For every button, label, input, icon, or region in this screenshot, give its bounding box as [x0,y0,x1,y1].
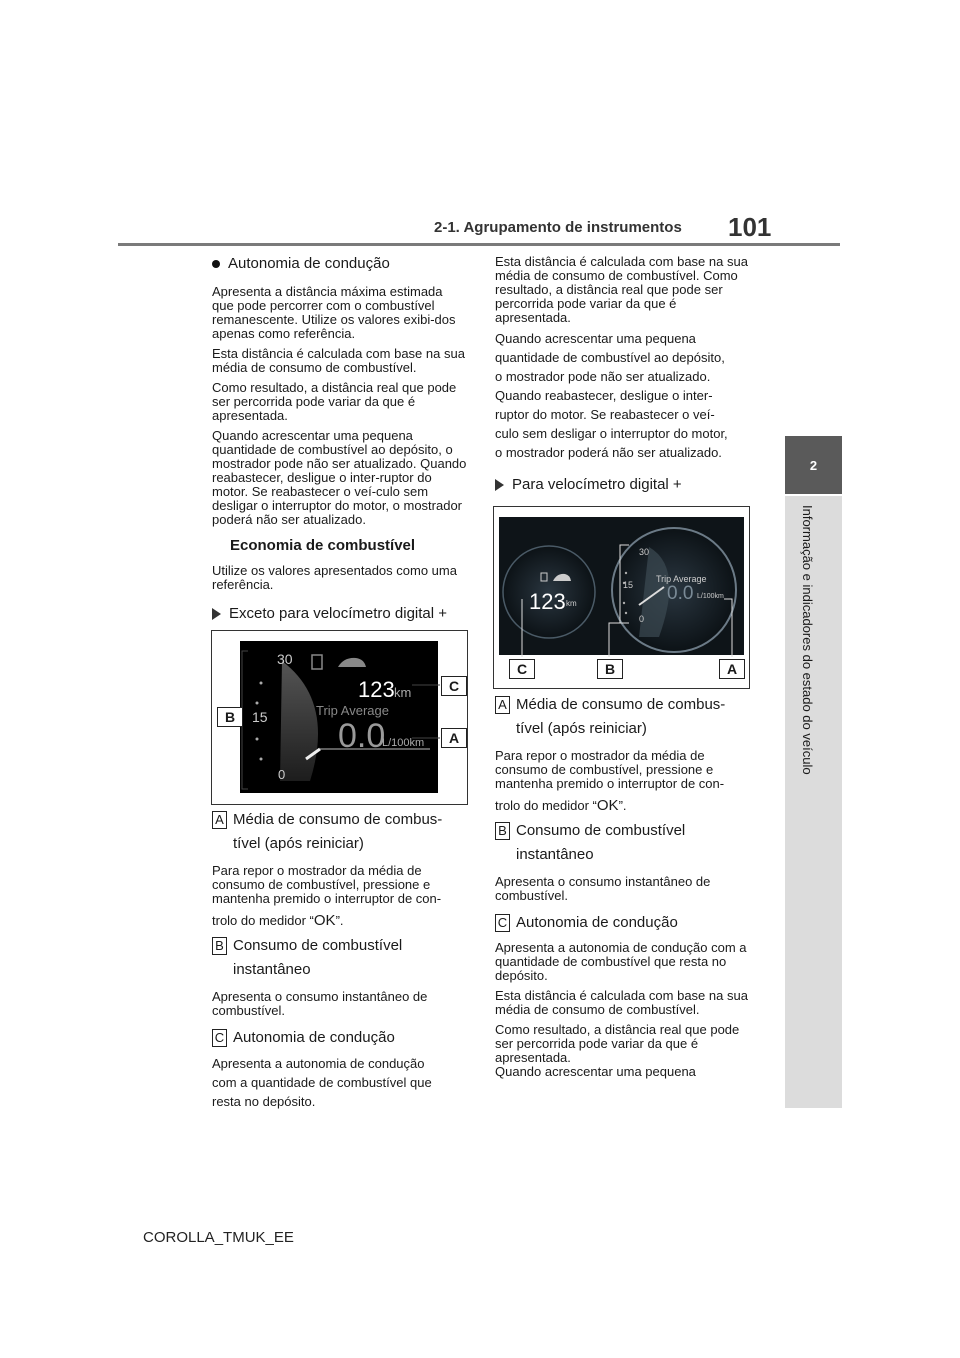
range-heading [212,255,467,272]
callout-c-paragraph: Quando acrescentar uma pequena [495,1064,696,1079]
triangle-bullet-icon [212,608,221,620]
callout-c-letter: C [212,1029,227,1047]
range-paragraph: Quando acrescentar uma pequena quantidade de combustível ao depósito, o mostrador pode não ser atualizado. Quando reabastecer, desligue o inter-ruptor do motor. Se reabastecer o veí-culo sem desligar o interruptor do motor, o mostrador poderá não ser atualizado. [212,428,467,527]
figure-cluster-digital [493,506,750,689]
label-a: A [719,659,745,679]
except-heading-text: Exceto para velocímetro digital + [229,605,448,622]
bullet-icon [212,260,220,268]
label-a: A [441,728,467,748]
callout-c-paragraph: Como resultado, a distância real que pode ser percorrida pode variar da que é apresentada. [495,1022,740,1065]
trip-average-label: Trip Average [656,574,707,584]
continued-paragraph: Esta distância é calculada com base na sua média de consumo de combustível. Como resultado, a distância real que pode ser percorrida pode variar da que é apresentada. [495,254,748,325]
gauge-top-label: 30 [277,651,293,667]
callout-c-title: C Autonomia de condução [212,1026,467,1050]
range-heading-text: Autonomia de condução [228,255,390,272]
label-c: C [441,676,467,696]
digital-heading-text: Para velocímetro digital + [512,476,682,493]
gauge-top-label: 30 [639,547,650,557]
trip-average-value: 0.0 [338,717,386,755]
callout-a-paragraph: Para repor o mostrador da média de consumo de combustível, pressione e mantenha premido o interruptor de con- [212,863,442,906]
callout-b-letter: B [495,822,510,840]
page-number: 101 [728,212,772,242]
callout-b-paragraph: Apresenta o consumo instantâneo de combustível. [495,874,711,903]
header-rule [118,243,840,246]
callout-a-letter: A [212,811,227,829]
leader-lines [212,631,467,804]
continued-paragraph: Quando acrescentar uma pequena quantidade de combustível ao depósito, o mostrador pode não ser atualizado. Quando reabastecer, desligue o inter- ruptor do motor. Se reabastecer o veí- culo sem desligar o interruptor do motor, o mostrador poderá não ser atualizado. [495,331,728,460]
range-paragraph: Apresenta a distância máxima estimada que pode percorrer com o combustível remanescente. Utilize os valores exibi-dos apenas como referência. [212,284,456,341]
callout-c-paragraph: Apresenta a autonomia de condução com a quantidade de combustível que resta no depósito. [495,940,747,983]
callout-a-title: A Média de consumo de combus- tível (após reiniciar) [212,808,467,856]
callout-c-title: C Autonomia de condução [495,911,750,935]
range-paragraph: Como resultado, a distância real que pode ser percorrida pode variar da que é apresentada. [212,380,457,423]
callout-a-title: A Média de consumo de combus- tível (após reiniciar) [495,693,750,741]
callout-b-paragraph: Apresenta o consumo instantâneo de combustível. [212,989,428,1018]
economy-paragraph: Utilize os valores apresentados como uma referência. [212,563,457,592]
callout-a-paragraph: trolo do medidor “OK”. [495,797,627,814]
trip-average-value: 0.0 [667,583,694,604]
callout-b-letter: B [212,937,227,955]
trip-average-label: Trip Average [316,703,389,718]
except-heading [212,605,467,622]
ok-button-glyph: OK [596,797,619,814]
footer-doc-code: COROLLA_TMUK_EE [143,1229,294,1246]
range-paragraph: Esta distância é calculada com base na sua média de consumo de combustível. [212,346,465,375]
callout-a-letter: A [495,696,510,714]
callout-c-letter: C [495,914,510,932]
range-unit: km [394,685,412,700]
triangle-bullet-icon [495,479,504,491]
label-b: B [597,659,623,679]
label-b: B [217,707,243,727]
range-value: 123 [529,589,566,614]
chapter-title: Informação e indicadores do estado do veículo [800,505,815,775]
callout-c-paragraph: Apresenta a autonomia de condução com a quantidade de combustível que resta no depósito. [212,1056,432,1109]
callout-a-paragraph: Para repor o mostrador da média de consumo de combustível, pressione e mantenha premido o interruptor de con- [495,748,725,791]
right-column [495,255,750,493]
economy-heading: Economia de combustível [230,537,416,554]
range-value: 123 [358,677,395,702]
figure-cluster-standard [211,630,468,805]
right-callouts [495,693,750,1079]
section-title: 2-1. Agrupamento de instrumentos [434,219,682,236]
label-c: C [509,659,535,679]
callout-c-paragraph: Esta distância é calculada com base na sua média de consumo de combustível. [495,988,748,1017]
gauge-bottom-label: 0 [278,767,286,782]
gauge-mid-label: 15 [252,709,268,725]
side-tab-spacer [785,246,842,434]
gauge-bottom-label: 0 [639,614,645,624]
range-unit: km [566,599,577,608]
callout-b-title: B Consumo de combustível instantâneo [212,934,467,982]
digital-heading [495,476,750,493]
callout-a-paragraph: trolo do medidor “OK”. [212,912,344,929]
chapter-number-tab: 2 [785,436,842,494]
trip-average-unit: L/100km [382,737,425,749]
callout-b-title: B Consumo de combustível instantâneo [495,819,750,867]
trip-average-unit: L/100km [697,593,724,600]
left-callouts [212,808,467,1111]
left-column [212,255,467,622]
ok-button-glyph: OK [313,912,336,929]
gauge-mid-label: 15 [623,580,634,590]
